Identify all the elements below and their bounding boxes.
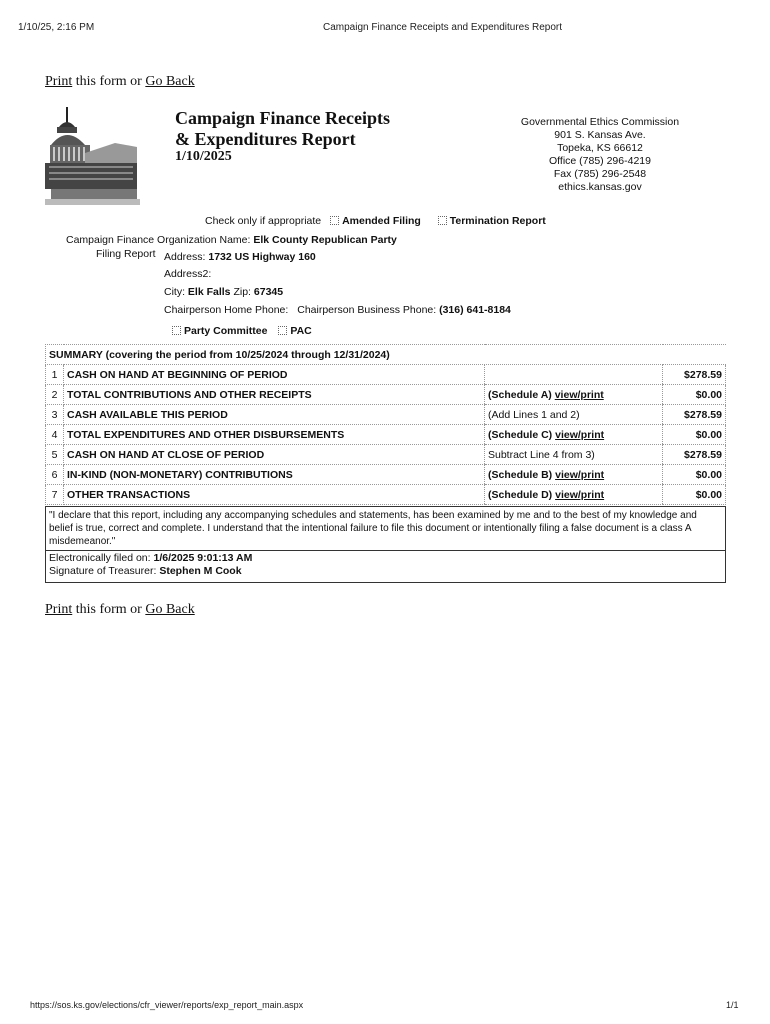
amended-filing-checkbox[interactable] (330, 216, 339, 225)
line-amount: $0.00 (663, 425, 726, 445)
termination-report-checkbox[interactable] (438, 216, 447, 225)
pac-label: PAC (290, 325, 312, 337)
filed-on-value: 1/6/2025 9:01:13 AM (153, 552, 253, 564)
agency-website: ethics.kansas.gov (558, 181, 642, 193)
phone-row (164, 304, 511, 316)
schedule-label: (Schedule B) (488, 468, 553, 481)
summary-heading: SUMMARY (covering the period from 10/25/2024 through 12/31/2024) (46, 345, 726, 365)
line-reference (485, 405, 663, 425)
report-title (175, 108, 390, 150)
zip-value: 67345 (253, 286, 284, 298)
schedule-c-view-print-link[interactable]: view/print (555, 428, 605, 441)
party-committee-label: Party Committee (184, 325, 268, 337)
report-type-row (205, 215, 546, 227)
line-amount: $0.00 (663, 465, 726, 485)
line-reference (485, 365, 663, 385)
party-committee-checkbox[interactable] (172, 326, 181, 335)
address-row (164, 251, 316, 263)
agency-contact (490, 116, 710, 194)
zip-label: Zip: (233, 286, 251, 298)
print-datetime: 1/10/25, 2:16 PM (18, 22, 95, 33)
print-page-title: Campaign Finance Receipts and Expenditures Report (323, 22, 563, 33)
termination-report-label: Termination Report (449, 215, 546, 227)
line-description: OTHER TRANSACTIONS (64, 485, 485, 505)
treasurer-row (49, 565, 722, 578)
agency-city: Topeka, KS 66612 (557, 142, 643, 154)
top-nav (45, 74, 195, 90)
treasurer-label: Signature of Treasurer: (49, 565, 157, 577)
agency-office-phone: Office (785) 296-4219 (549, 155, 651, 167)
line-reference-text: (Add Lines 1 and 2) (488, 408, 580, 421)
org-name-value: Elk County Republican Party (253, 234, 397, 246)
line-amount: $278.59 (663, 365, 726, 385)
schedule-d-view-print-link[interactable]: view/print (555, 488, 605, 501)
line-number: 5 (46, 445, 64, 465)
line-number: 4 (46, 425, 64, 445)
table-row (46, 385, 726, 405)
schedule-label: (Schedule A) (488, 388, 552, 401)
line-description: TOTAL CONTRIBUTIONS AND OTHER RECEIPTS (64, 385, 485, 405)
line-amount: $0.00 (663, 485, 726, 505)
line-reference (485, 385, 663, 405)
nav-text: this form or (72, 74, 146, 89)
go-back-link[interactable]: Go Back (145, 74, 195, 89)
line-reference (485, 485, 663, 505)
line-reference (485, 425, 663, 445)
capitol-building-icon (45, 105, 140, 205)
go-back-link[interactable]: Go Back (145, 602, 195, 617)
home-phone-label: Chairperson Home Phone: (164, 304, 289, 316)
agency-fax: Fax (785) 296-2548 (553, 168, 647, 180)
line-amount: $0.00 (663, 385, 726, 405)
table-row (46, 445, 726, 465)
business-phone-label: Chairperson Business Phone: (297, 304, 437, 316)
treasurer-value: Stephen M Cook (159, 565, 242, 577)
filed-on-row (49, 552, 722, 565)
line-description: IN-KIND (NON-MONETARY) CONTRIBUTIONS (64, 465, 485, 485)
table-row (46, 485, 726, 505)
table-row (46, 365, 726, 385)
schedule-label: (Schedule D) (488, 488, 553, 501)
line-description: CASH ON HAND AT CLOSE OF PERIOD (64, 445, 485, 465)
line-description: TOTAL EXPENDITURES AND OTHER DISBURSEMENTS (64, 425, 485, 445)
pac-checkbox[interactable] (278, 326, 287, 335)
check-prompt: Check only if appropriate (205, 215, 322, 227)
line-number: 2 (46, 385, 64, 405)
summary-table (45, 344, 726, 505)
report-date: 1/10/2025 (175, 149, 232, 164)
city-value: Elk Falls (187, 286, 231, 298)
org-name-label: Campaign Finance Organization Name: (66, 234, 251, 246)
line-description: CASH ON HAND AT BEGINNING OF PERIOD (64, 365, 485, 385)
agency-street: 901 S. Kansas Ave. (554, 129, 646, 141)
table-row (46, 405, 726, 425)
print-link[interactable]: Print (45, 602, 73, 617)
line-number: 1 (46, 365, 64, 385)
table-row (46, 465, 726, 485)
line-description: CASH AVAILABLE THIS PERIOD (64, 405, 485, 425)
line-reference (485, 445, 663, 465)
schedule-label: (Schedule C) (488, 428, 553, 441)
line-reference-text: Subtract Line 4 from 3) (488, 448, 595, 461)
bottom-nav (45, 602, 195, 618)
nav-text: this form or (72, 602, 146, 617)
schedule-b-view-print-link[interactable]: view/print (555, 468, 605, 481)
print-link[interactable]: Print (45, 74, 73, 89)
address-label: Address: (164, 251, 206, 263)
filed-on-label: Electronically filed on: (49, 552, 151, 564)
city-row (164, 286, 283, 298)
org-name-row (66, 234, 397, 246)
address-value: 1732 US Highway 160 (208, 251, 316, 263)
line-number: 6 (46, 465, 64, 485)
line-number: 7 (46, 485, 64, 505)
business-phone-value: (316) 641-8184 (439, 304, 511, 316)
line-reference (485, 465, 663, 485)
city-label: City: (164, 286, 185, 298)
agency-name: Governmental Ethics Commission (520, 116, 680, 128)
line-amount: $278.59 (663, 445, 726, 465)
summary-heading-row (46, 345, 726, 365)
report-title-line2: & Expenditures Report (175, 129, 356, 149)
address2-label: Address2: (164, 268, 212, 280)
report-title-line1: Campaign Finance Receipts (175, 108, 390, 128)
schedule-a-view-print-link[interactable]: view/print (554, 388, 604, 401)
amended-filing-label: Amended Filing (342, 215, 421, 227)
filing-report-label: Filing Report (96, 248, 156, 260)
table-row (46, 425, 726, 445)
line-number: 3 (46, 405, 64, 425)
line-amount: $278.59 (663, 405, 726, 425)
print-page-number: 1/1 (726, 1000, 739, 1010)
signature-block (45, 550, 726, 583)
committee-type-row (172, 325, 312, 337)
print-url: https://sos.ks.gov/elections/cfr_viewer/reports/exp_report_main.aspx (30, 1000, 304, 1010)
declaration-text: "I declare that this report, including any accompanying schedules and statements, has been examined by me and to the best of my knowledge and belief is true, correct and complete. I understand that the intentional failure to file this document or intentionally filing a false document is a class A misdemeanor." (45, 506, 726, 551)
